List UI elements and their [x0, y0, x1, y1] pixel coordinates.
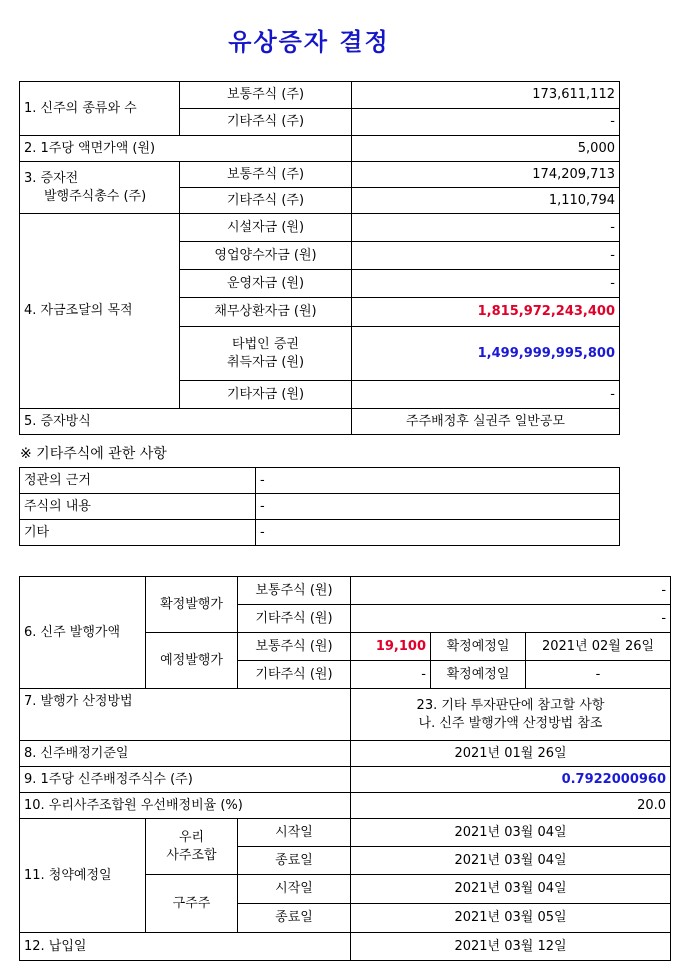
- other-stock-label: 기타주식 (주): [180, 188, 352, 214]
- shares-outstanding-label: [20, 162, 180, 214]
- planned-other-price-value: -: [351, 661, 431, 689]
- securities-acquisition-label-line2: 취득자금 (원): [226, 354, 305, 370]
- shares-outstanding-label-line2: 발행주식총수 (주): [44, 188, 147, 204]
- par-value-label: 2. 1주당 액면가액 (원): [20, 136, 352, 162]
- share-content-label: 주식의 내용: [20, 494, 256, 520]
- allotment-ratio-label: 9. 1주당 신주배정주식수 (주): [20, 767, 351, 793]
- issue-price-label: 6. 신주 발행가액: [20, 577, 146, 689]
- other-stock-label: 기타주식 (원): [238, 661, 351, 689]
- confirm-date-label: 확정예정일: [431, 633, 526, 661]
- other-funds-value: -: [352, 381, 620, 409]
- common-stock-label: 보통주식 (주): [180, 82, 352, 109]
- new-other-shares-value: -: [352, 109, 620, 136]
- facility-funds-value: -: [352, 214, 620, 242]
- start-date-label: 시작일: [238, 875, 351, 904]
- pricing-method-line1: 23. 기타 투자판단에 참고할 사항: [416, 697, 605, 713]
- share-content-value: -: [256, 494, 620, 520]
- esop-label: [146, 819, 238, 875]
- pricing-method-line2: 나. 신주 발행가액 산정방법 참조: [418, 715, 603, 731]
- pricing-method-value: [351, 689, 671, 741]
- existing-shareholders-end-date: 2021년 03월 05일: [351, 904, 671, 933]
- other-funds-label: 기타자금 (원): [180, 381, 352, 409]
- articles-basis-value: -: [256, 468, 620, 494]
- other-stock-label: 기타주식 (원): [238, 605, 351, 633]
- operating-funds-label: 운영자금 (원): [180, 270, 352, 298]
- esop-end-date: 2021년 03월 04일: [351, 847, 671, 875]
- end-date-label: 종료일: [238, 847, 351, 875]
- funding-purpose-label: 4. 자금조달의 목적: [20, 214, 180, 409]
- confirmed-common-price-value: -: [351, 577, 671, 605]
- par-value-value: 5,000: [352, 136, 620, 162]
- new-shares-type-label: 1. 신주의 종류와 수: [20, 82, 180, 136]
- common-stock-label: 보통주식 (원): [238, 577, 351, 605]
- payment-date-value: 2021년 03월 12일: [351, 933, 671, 961]
- capital-increase-method-label: 5. 증자방식: [20, 409, 352, 435]
- other-shares-note: ※ 기타주식에 관한 사항: [20, 446, 167, 462]
- securities-acquisition-funds-value: 1,499,999,995,800: [352, 327, 620, 381]
- subscription-dates-label: 11. 청약예정일: [20, 819, 146, 933]
- outstanding-common-value: 174,209,713: [352, 162, 620, 188]
- other-value: -: [256, 520, 620, 546]
- other-stock-label: 기타주식 (주): [180, 109, 352, 136]
- planned-common-confirm-date: 2021년 02월 26일: [526, 633, 671, 661]
- other-label: 기타: [20, 520, 256, 546]
- record-date-value: 2021년 01월 26일: [351, 741, 671, 767]
- common-stock-label: 보통주식 (주): [180, 162, 352, 188]
- confirmed-price-label: 확정발행가: [146, 577, 238, 633]
- other-shares-table: [19, 467, 620, 546]
- confirmed-other-price-value: -: [351, 605, 671, 633]
- new-common-shares-value: 173,611,112: [352, 82, 620, 109]
- business-transfer-funds-value: -: [352, 242, 620, 270]
- debt-repayment-funds-value: 1,815,972,243,400: [352, 298, 620, 327]
- operating-funds-value: -: [352, 270, 620, 298]
- securities-acquisition-label-line1: 타법인 증권: [232, 336, 299, 352]
- debt-repayment-funds-label: 채무상환자금 (원): [180, 298, 352, 327]
- esop-priority-ratio-label: 10. 우리사주조합원 우선배정비율 (%): [20, 793, 351, 819]
- outstanding-other-value: 1,110,794: [352, 188, 620, 214]
- end-date-label: 종료일: [238, 904, 351, 933]
- pricing-method-label: 7. 발행가 산정방법: [20, 689, 351, 741]
- start-date-label: 시작일: [238, 819, 351, 847]
- articles-basis-label: 정관의 근거: [20, 468, 256, 494]
- esop-label-line2: 사주조합: [166, 847, 217, 863]
- issue-details-table: [19, 576, 671, 961]
- existing-shareholders-label: 구주주: [146, 875, 238, 933]
- existing-shareholders-start-date: 2021년 03월 04일: [351, 875, 671, 904]
- shares-outstanding-label-line1: 3. 증자전: [24, 170, 79, 186]
- esop-start-date: 2021년 03월 04일: [351, 819, 671, 847]
- planned-common-price-value: 19,100: [351, 633, 431, 661]
- capital-increase-method-value: 주주배정후 실권주 일반공모: [352, 409, 620, 435]
- issuance-summary-table: [19, 81, 620, 435]
- esop-label-line1: 우리: [178, 829, 205, 845]
- securities-acquisition-funds-label: [180, 327, 352, 381]
- common-stock-label: 보통주식 (원): [238, 633, 351, 661]
- confirm-date-label: 확정예정일: [431, 661, 526, 689]
- allotment-ratio-value: 0.7922000960: [351, 767, 671, 793]
- planned-price-label: 예정발행가: [146, 633, 238, 689]
- facility-funds-label: 시설자금 (원): [180, 214, 352, 242]
- planned-other-confirm-date: -: [526, 661, 671, 689]
- record-date-label: 8. 신주배정기준일: [20, 741, 351, 767]
- page-title: 유상증자 결정: [228, 28, 390, 56]
- esop-priority-ratio-value: 20.0: [351, 793, 671, 819]
- payment-date-label: 12. 납입일: [20, 933, 351, 961]
- business-transfer-funds-label: 영업양수자금 (원): [180, 242, 352, 270]
